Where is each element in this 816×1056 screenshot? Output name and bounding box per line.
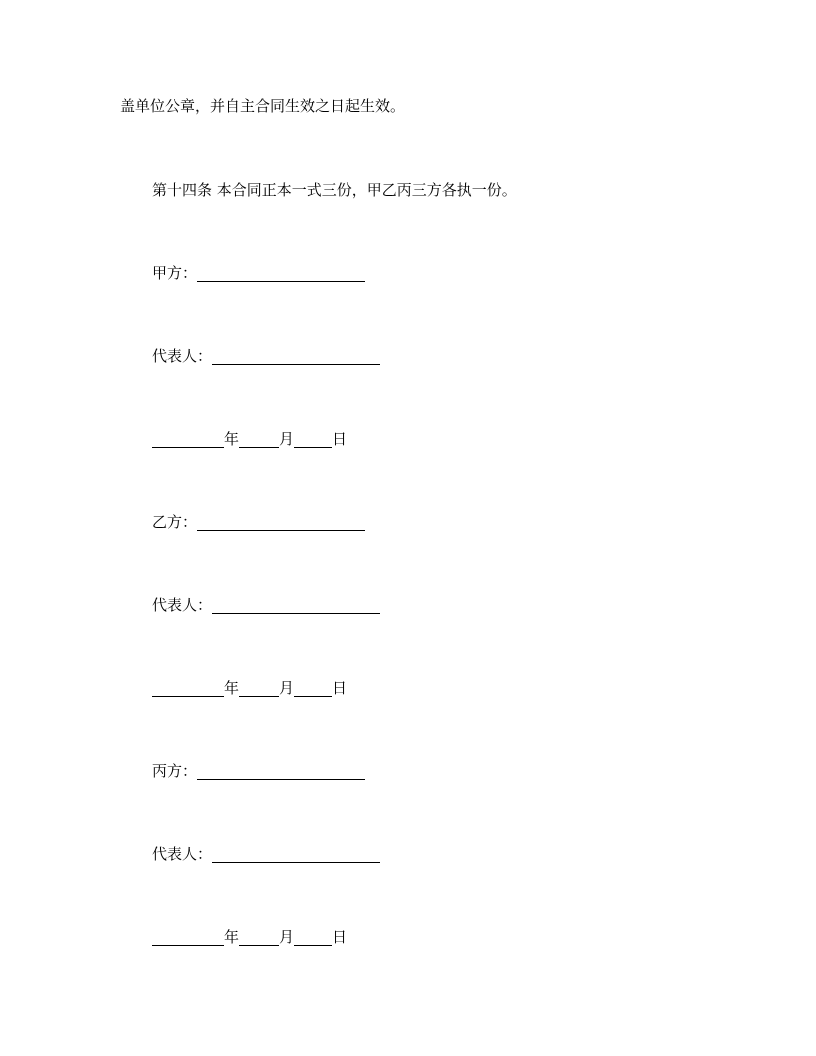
party-c-line <box>152 761 365 781</box>
party-c-day-label: 日 <box>332 928 348 946</box>
party-a-rep-line <box>152 346 380 366</box>
clause-article-14-text: 第十四条 本合同正本一式三份，甲乙丙三方各执一份。 <box>152 181 517 199</box>
party-b-year-label: 年 <box>224 679 240 697</box>
party-b-day-label: 日 <box>332 679 348 697</box>
party-c-rep-line <box>152 844 380 864</box>
party-b-blank <box>197 515 365 531</box>
party-a-year-blank <box>152 432 224 448</box>
party-a-month-blank <box>239 432 279 448</box>
party-a-day-blank <box>294 432 332 448</box>
party-b-rep-line <box>152 595 380 615</box>
party-a-date-line <box>152 429 347 449</box>
party-c-rep-label: 代表人： <box>152 845 213 863</box>
party-b-year-blank <box>152 681 224 697</box>
clause-article-14 <box>152 180 517 200</box>
party-c-month-label: 月 <box>279 928 295 946</box>
party-c-rep-blank <box>212 847 380 863</box>
party-a-blank <box>197 266 365 282</box>
party-b-rep-label: 代表人： <box>152 596 213 614</box>
party-b-day-blank <box>294 681 332 697</box>
party-a-day-label: 日 <box>332 430 348 448</box>
party-b-rep-blank <box>212 598 380 614</box>
party-c-date-line <box>152 927 347 947</box>
party-b-date-line <box>152 678 347 698</box>
party-b-label: 乙方： <box>152 513 198 531</box>
party-c-year-blank <box>152 930 224 946</box>
clause-continuation-text: 盖单位公章，并自主合同生效之日起生效。 <box>120 97 406 115</box>
party-c-day-blank <box>294 930 332 946</box>
party-a-month-label: 月 <box>279 430 295 448</box>
party-c-blank <box>197 764 365 780</box>
party-b-month-label: 月 <box>279 679 295 697</box>
party-a-year-label: 年 <box>224 430 240 448</box>
party-a-rep-blank <box>212 349 380 365</box>
party-a-rep-label: 代表人： <box>152 347 213 365</box>
party-c-month-blank <box>239 930 279 946</box>
party-c-year-label: 年 <box>224 928 240 946</box>
party-a-line <box>152 263 365 283</box>
party-a-label: 甲方： <box>152 264 198 282</box>
party-b-line <box>152 512 365 532</box>
party-b-month-blank <box>239 681 279 697</box>
party-c-label: 丙方： <box>152 762 198 780</box>
clause-continuation <box>120 96 405 116</box>
